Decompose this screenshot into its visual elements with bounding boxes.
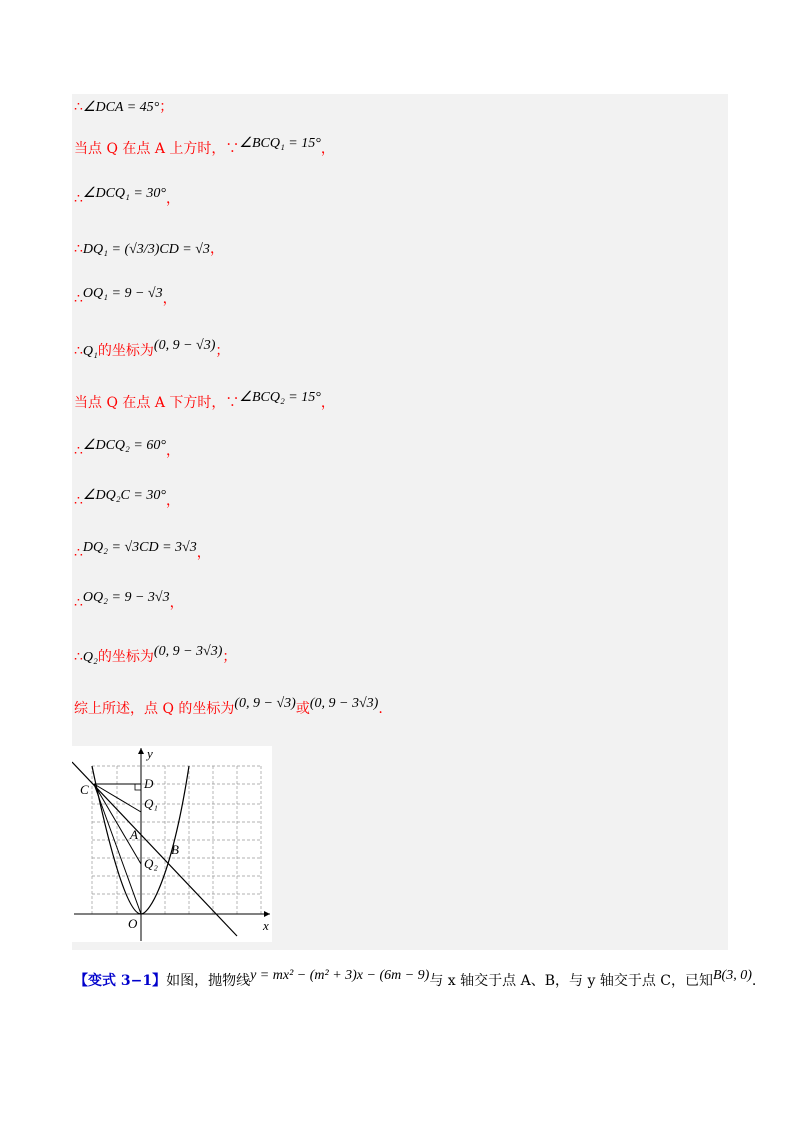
variant-problem: 【变式 3−1】如图，抛物线y = mx² − (m² + 3)x − (6m − 9)与 x 轴交于点 A、B，与 y 轴交于点 C，已知B(3, 0).: [74, 968, 757, 989]
label-q1: Q₁: [144, 796, 158, 811]
label-y: y: [147, 746, 153, 761]
solution-line-4: ∴DQ₁ = (√3/3)CD = √3，: [74, 241, 224, 257]
label-o: O: [128, 916, 138, 931]
solution-line-3: ∴∠DCQ₁ = 30°，: [74, 186, 180, 207]
solution-line-10: ∴DQ₂ = √3CD = 3√3，: [74, 540, 211, 561]
variant-tag: 【变式 3−1】: [74, 973, 167, 989]
label-q2: Q₂: [144, 856, 158, 871]
label-b: B: [171, 842, 179, 857]
variant-point: B(3, 0): [712, 968, 752, 983]
label-d: D: [144, 776, 154, 791]
solution-line-8: ∴∠DCQ₂ = 60°，: [74, 438, 180, 459]
solution-line-13: 综上所述，点 Q 的坐标为(0, 9 − √3)或(0, 9 − 3√3).: [74, 696, 383, 717]
solution-line-11: ∴OQ₂ = 9 − 3√3，: [74, 590, 184, 611]
solution-line-2: 当点 Q 在点 A 上方时，∵∠BCQ₁ = 15°，: [74, 136, 335, 157]
variant-formula: y = mx² − (m² + 3)x − (6m − 9): [250, 968, 430, 983]
label-x: x: [263, 918, 269, 933]
solution-line-6: ∴Q₁的坐标为(0, 9 − √3)；: [74, 338, 230, 359]
solution-line-5: ∴OQ₁ = 9 − √3，: [74, 286, 177, 307]
solution-line-12: ∴Q₂的坐标为(0, 9 − 3√3)；: [74, 644, 237, 665]
solution-line-7: 当点 Q 在点 A 下方时，∵∠BCQ₂ = 15°，: [74, 390, 335, 411]
label-a: A: [130, 827, 138, 842]
solution-line-1: ∴∠DCA = 45°；: [74, 99, 174, 115]
label-c: C: [80, 782, 89, 797]
parabola-figure: [72, 746, 272, 942]
solution-line-9: ∴∠DQ₂C = 30°，: [74, 488, 180, 509]
variant-text-1: 如图，抛物线: [166, 973, 251, 989]
variant-text-2: 与 x 轴交于点 A、B，与 y 轴交于点 C，已知: [429, 973, 713, 989]
